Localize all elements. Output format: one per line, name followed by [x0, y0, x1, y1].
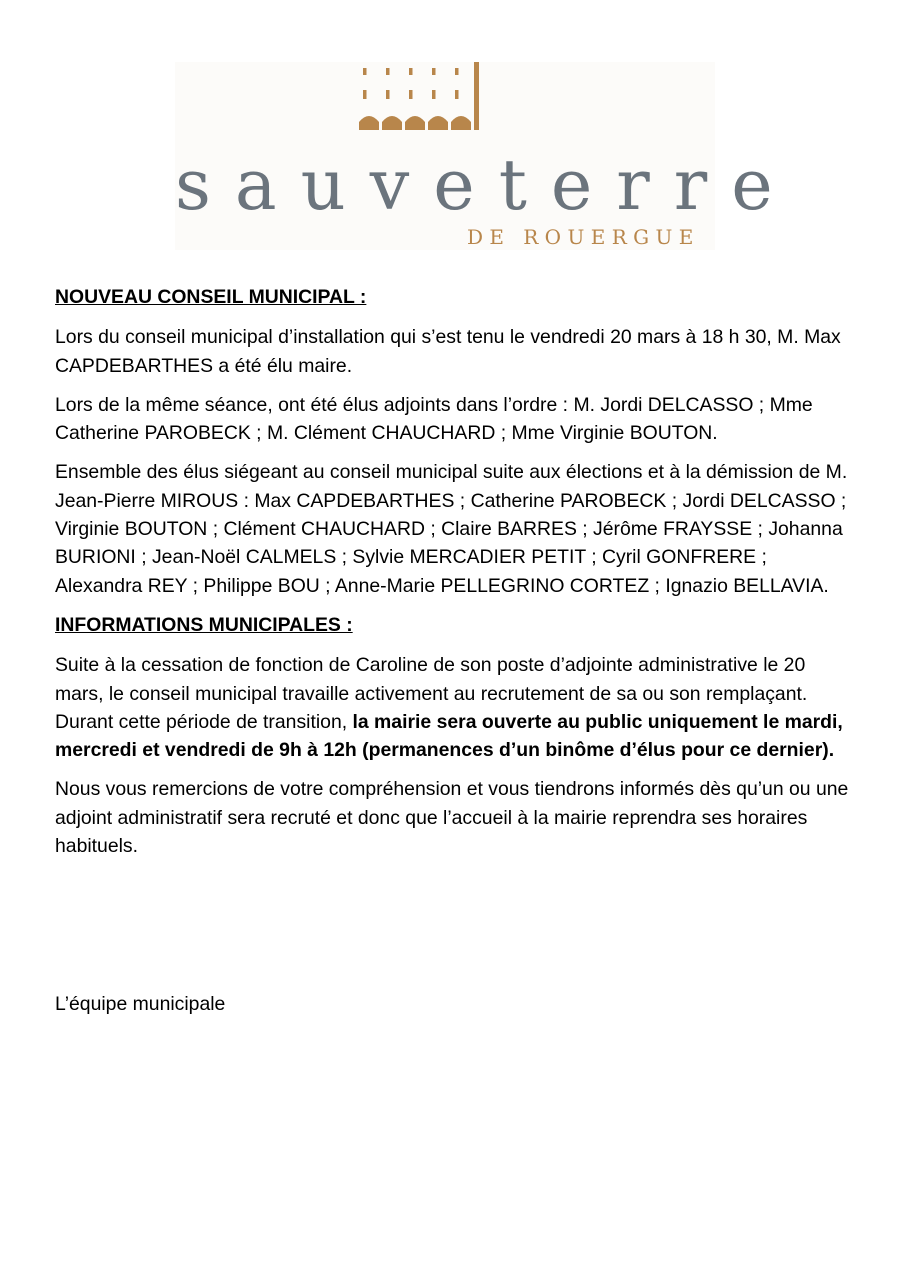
paragraph-transition	[55, 651, 855, 764]
paragraph-installation: Lors du conseil municipal d’installation qui s’est tenu le vendredi 20 mars à 18 h 30, M. Max CAPDEBARTHES a été élu maire.	[55, 326, 841, 377]
logo-name: sauveterre	[175, 144, 797, 226]
signature: L’équipe municipale	[55, 993, 226, 1015]
logo-subtitle: DE ROUERGUE	[467, 225, 700, 249]
section-heading-informations: INFORMATIONS MUNICIPALES :	[55, 613, 353, 636]
paragraph-adjoints: Lors de la même séance, ont été élus adjoints dans l’ordre : M. Jordi DELCASSO ; Mme Catherine PAROBECK ; M. Clément CHAUCHARD ; Mme Virginie BOUTON.	[55, 393, 813, 445]
section-heading-conseil: NOUVEAU CONSEIL MUNICIPAL :	[55, 286, 367, 308]
arcade-emblem-icon	[359, 62, 489, 134]
paragraph-elus: Ensemble des élus siégeant au conseil municipal suite aux élections et à la démission de M. Jean-Pierre MIROUS : Max CAPDEBARTHES ; Catherine PAROBECK ; Jordi DELCASSO ; Virginie BOUTON ; Clément CHAUCHARD ; Claire BARRES ; Jérôme FRAYSSE ; Johanna BURIONI ; Jean-Noël CALMELS ; Sylvie MERCADIER PETIT ; Cyril GONFRERE ; Alexandra REY ; Philippe BOU ; Anne-Marie PELLEGRINO CORTEZ ; Ignazio BELLAVIA.	[55, 461, 848, 597]
paragraph-transition-text: Suite à la cessation de fonction de Caroline de son poste d’adjointe administrative le 20 mars, le conseil municipal travaille activement au recrutement de sa ou son remplaçant. Durant cette période de transition,	[55, 654, 808, 733]
opening-hours-notice: la mairie sera ouverte au public uniquement le mardi, mercredi et vendredi de 9h à 12h (permanences d’un binôme d’élus pour ce dernier).	[55, 710, 843, 762]
paragraph-remerciements: Nous vous remercions de votre compréhension et vous tiendrons informés dès qu’un ou une adjoint administratif sera recruté et donc que l’accueil à la mairie reprendra ses horaires habituels.	[55, 778, 849, 858]
document-body	[55, 283, 855, 871]
logo	[175, 62, 797, 250]
